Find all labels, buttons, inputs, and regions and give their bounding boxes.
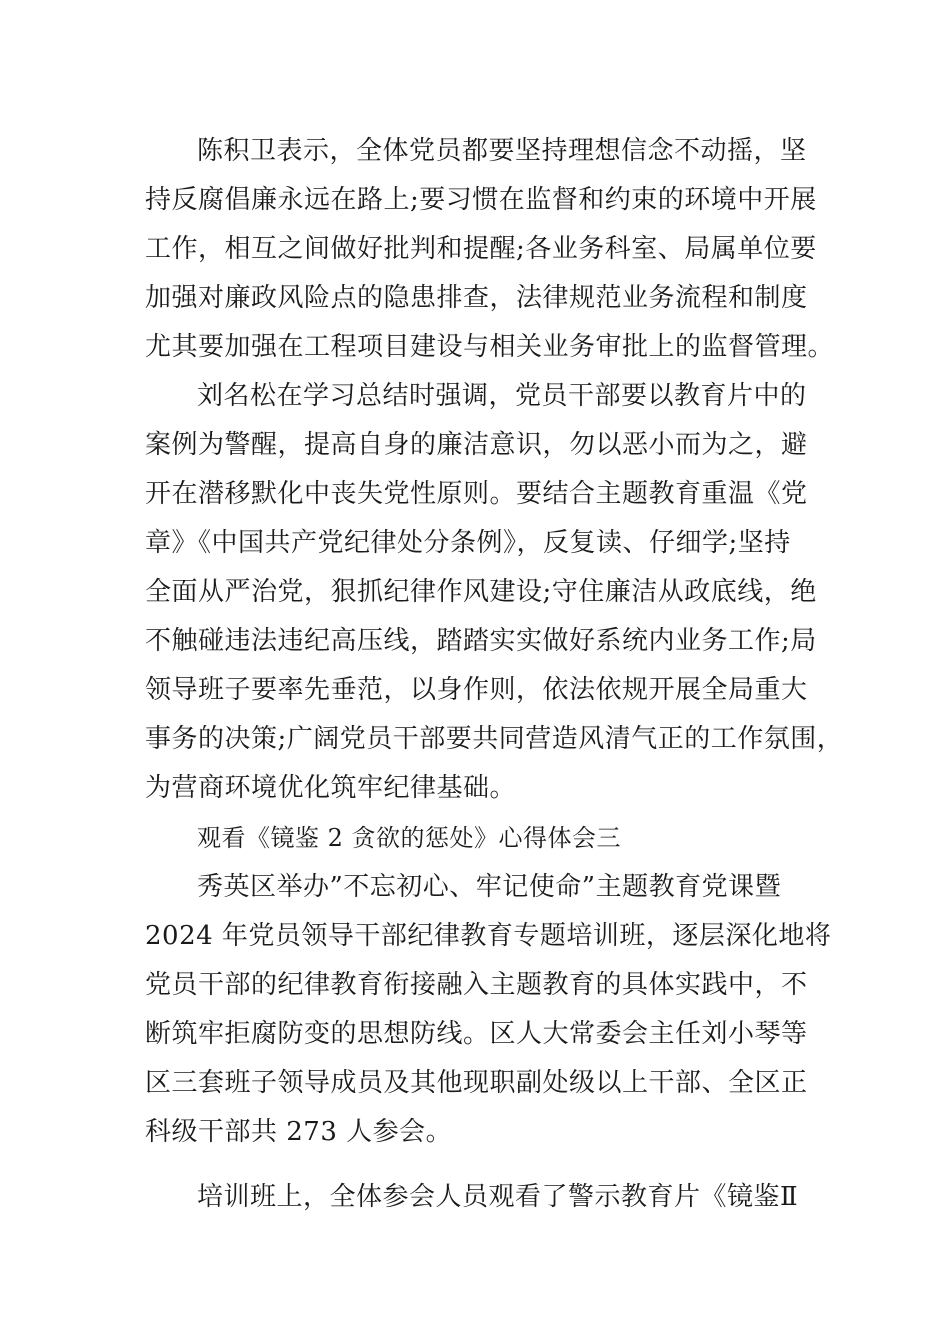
paragraph-2-line-2: 案例为警醒，提高自身的廉洁意识，勿以恶小而为之，避 <box>145 430 808 460</box>
paragraph-2-line-4: 章》《中国共产党纪律处分条例》，反复读、仔细学;坚持 <box>145 528 791 558</box>
paragraph-3-line-5: 区三套班子领导成员及其他现职副处级以上干部、全区正 <box>145 1068 808 1098</box>
section-heading: 观看《镜鉴 2 贪欲的惩处》心得体会三 <box>197 824 622 852</box>
paragraph-2-line-3: 开在潜移默化中丧失党性原则。要结合主题教育重温《党 <box>145 479 808 509</box>
paragraph-1-line-4: 加强对廉政风险点的隐患排查，法律规范业务流程和制度 <box>145 283 808 313</box>
paragraph-2-line-9: 为营商环境优化筑牢纪律基础。 <box>145 773 517 803</box>
paragraph-2-line-6: 不触碰违法违纪高压线，踏踏实实做好系统内业务工作;局 <box>145 626 817 656</box>
paragraph-2-line-5: 全面从严治党，狠抓纪律作风建设;守住廉洁从政底线，绝 <box>145 577 817 607</box>
paragraph-1-line-1: 陈积卫表示，全体党员都要坚持理想信念不动摇，坚 <box>197 136 807 166</box>
paragraph-4-line-1: 培训班上，全体参会人员观看了警示教育片《镜鉴Ⅱ <box>197 1182 799 1212</box>
paragraph-2-line-8: 事务的决策;广阔党员干部要共同营造风清气正的工作氛围， <box>145 724 844 754</box>
paragraph-1-line-2: 持反腐倡廉永远在路上;要习惯在监督和约束的环境中开展 <box>145 185 817 215</box>
paragraph-2-line-7: 领导班子要率先垂范，以身作则，依法依规开展全局重大 <box>145 675 808 705</box>
paragraph-3-line-6: 科级干部共 273 人参会。 <box>145 1117 453 1147</box>
paragraph-3-line-3: 党员干部的纪律教育衔接融入主题教育的具体实践中，不 <box>145 970 808 1000</box>
paragraph-3-line-2: 2024 年党员领导干部纪律教育专题培训班，逐层深化地将 <box>145 921 832 951</box>
paragraph-3-line-4: 断筑牢拒腐防变的思想防线。区人大常委会主任刘小琴等 <box>145 1019 808 1049</box>
paragraph-2-line-1: 刘名松在学习总结时强调，党员干部要以教育片中的 <box>197 381 807 411</box>
paragraph-1-line-3: 工作，相互之间做好批判和提醒;各业务科室、局属单位要 <box>145 234 817 264</box>
paragraph-3-line-1: 秀英区举办”不忘初心、牢记使命”主题教育党课暨 <box>197 872 782 902</box>
paragraph-1-line-5: 尤其要加强在工程项目建设与相关业务审批上的监督管理。 <box>145 332 835 362</box>
